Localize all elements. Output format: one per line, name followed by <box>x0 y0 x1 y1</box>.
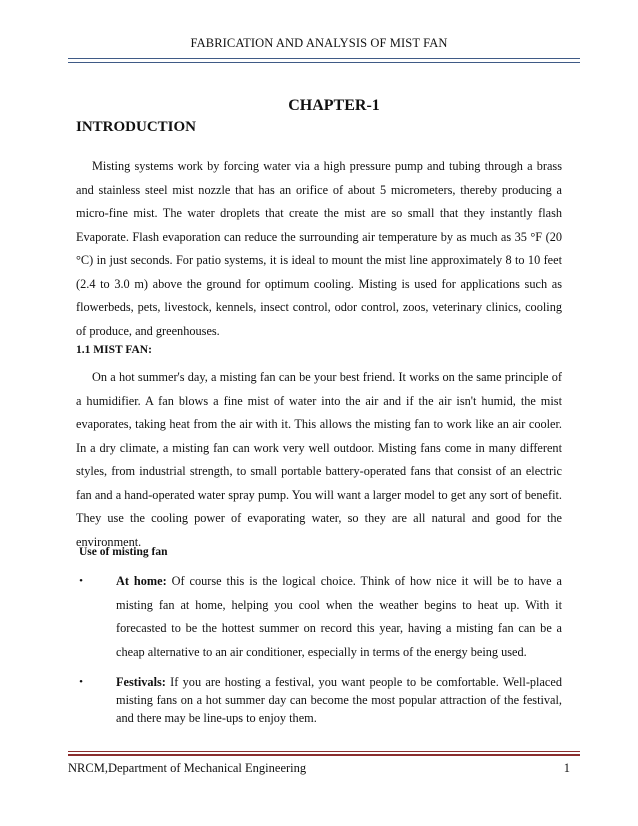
header-rule-bottom <box>68 62 580 63</box>
bullet-text: If you are hosting a festival, you want people to be comfortable. Well-placed misting fans on a hot summer day can become the most popular attraction of the festival, and there may be line-ups to enjoy them. <box>116 675 562 725</box>
uses-list-first <box>76 570 562 664</box>
uses-list-second <box>76 673 562 727</box>
header-rule-top <box>68 58 580 59</box>
bullet-title: Festivals: <box>116 675 166 689</box>
intro-paragraph: Misting systems work by forcing water via a high pressure pump and tubing through a brass and stainless steel mist nozzle that has an orifice of about 5 micrometers, thereby producing a micro-fine mist. The water droplets that create the mist are so small that they instantly flash Evaporate. Flash evaporation can reduce the surrounding air temperature by as much as 35 °F (20 °C) in just seconds. For patio systems, it is ideal to mount the mist line approximately 8 to 10 feet (2.4 to 3.0 m) above the ground for optimum cooling. Misting is used for applications such as flowerbeds, pets, livestock, kennels, insect control, odor control, zoos, veterinary clinics, cooling of produce, and greenhouses. <box>76 159 562 338</box>
chapter-label: CHAPTER-1 <box>288 97 380 114</box>
bullet-text: Of course this is the logical choice. Think of how nice it will be to have a misting fan at home, helping you cool when the weather begins to heat up. With it forecasted to be the hottest summer on record this year, having a misting fan can be a cheap alternative to an air conditioner, especially in terms of the energy being used. <box>116 574 562 659</box>
running-header: FABRICATION AND ANALYSIS OF MIST FAN <box>190 36 448 50</box>
list-item <box>76 673 562 727</box>
footer-rule-thick <box>68 754 580 756</box>
section-heading-mist-fan: 1.1 MIST FAN: <box>76 344 152 356</box>
uses-heading: Use of misting fan <box>79 546 168 558</box>
mist-fan-paragraph: On a hot summer's day, a misting fan can be your best friend. It works on the same principle of a humidifier. A fan blows a fine mist of water into the air and if the air isn't humid, the mist evaporates, taking heat from the air with it. This allows the misting fan to work like an air cooler. In a dry climate, a misting fan can work very well outdoor. Misting fans come in many different styles, from industrial strength, to small portable battery-operated fans that consist of an electric fan and a hand-operated water spray pump. You will want a larger model to get any sort of benefit. They use the cooling power of evaporating water, so they are all natural and good for the environment. <box>76 370 562 549</box>
bullet-title: At home: <box>116 574 167 588</box>
footer-department: NRCM,Department of Mechanical Engineering <box>68 761 307 775</box>
page-number: 1 <box>563 761 570 775</box>
chapter-title: INTRODUCTION <box>76 119 197 135</box>
footer-rule-thin <box>68 751 580 752</box>
list-item <box>76 570 562 664</box>
bullet-icon: • <box>79 575 83 587</box>
bullet-icon: • <box>79 676 83 688</box>
